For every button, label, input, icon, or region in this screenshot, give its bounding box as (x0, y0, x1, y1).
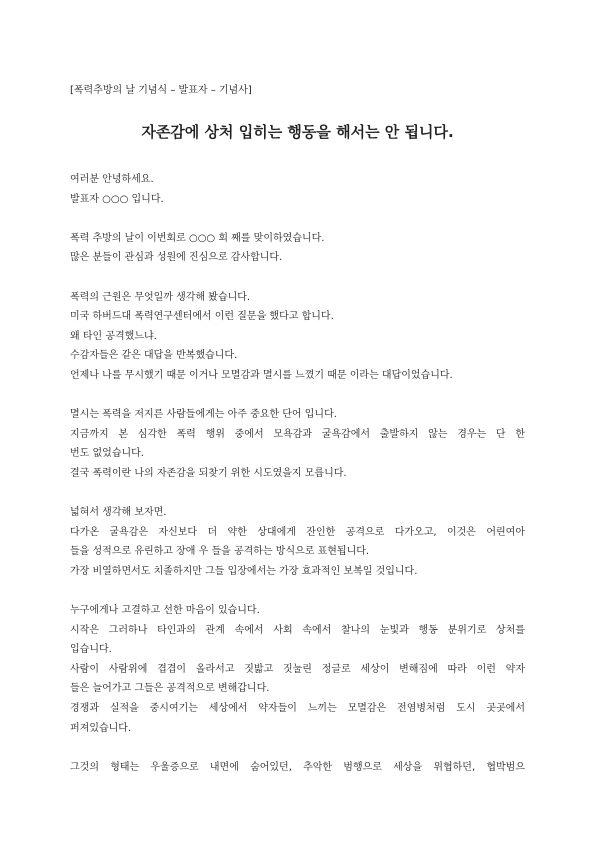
paragraph-greeting (70, 170, 525, 209)
text-line: 그것의 형태는 우울증으로 내면에 숨어있던, 추악한 범행으로 세상을 위협하던, 협박범으 (70, 761, 525, 773)
event-header: [폭력추방의 날 기념식 – 발표자 – 기념사] (70, 85, 252, 96)
text-line: 시작은 그러하나 타인과의 관계 속에서 사회 속에서 찰나의 눈빛과 행동 분위기로 상처를 (70, 624, 525, 636)
paragraph-forms (70, 758, 525, 778)
text-line: 폭력 추방의 날이 이번회로 ○○○ 회 째를 맞이하였습니다. (70, 232, 325, 244)
text-line: 들은 늘어가고 그들은 공격적으로 변해갑니다. (70, 683, 270, 695)
speech-body (70, 170, 525, 777)
speech-title: 자존감에 상처 입히는 행동을 해서는 안 됩니다. (141, 123, 454, 141)
text-line: 경쟁과 실적을 중시여기는 세상에서 약자들이 느끼는 모멸감은 전염병처럼 도시 곳곳에서 (70, 703, 525, 715)
paragraph-noble-heart (70, 601, 525, 738)
text-line: 수감자들은 같은 대답을 반복했습니다. (70, 350, 238, 362)
text-line: 왜 타인 공격했느냐. (70, 330, 157, 342)
text-line: 많은 분들이 관심과 성원에 진심으로 감사합니다. (70, 252, 283, 264)
text-line: 언제나 나를 무시했기 때문 이거나 모멸감과 멸시를 느꼈기 때문 이라는 대답이었습니다. (70, 369, 453, 381)
paragraph-contempt (70, 405, 525, 483)
text-line: 결국 폭력이란 나의 자존감을 되찾기 위한 시도였을지 모릅니다. (70, 467, 347, 479)
text-line: 퍼져있습니다. (70, 722, 132, 734)
text-line: 사람이 사람위에 겹겹이 올라서고 짓밟고 짓눌린 정글로 세상이 변해짐에 따라 이런 약자 (70, 663, 525, 675)
text-line: 가장 비열하면서도 치졸하지만 그들 입장에서는 가장 효과적인 보복일 것입니다. (70, 565, 418, 577)
text-line: 멸시는 폭력을 저지른 사람들에게는 아주 중요한 단어 입니다. (70, 409, 337, 421)
text-line: 지금까지 본 심각한 폭력 행위 중에서 모욕감과 굴욕감에서 출발하지 않는 경우는 단 한 (70, 428, 525, 440)
paragraph-root-of-violence (70, 288, 525, 386)
text-line: 미국 하버드대 폭력연구센터에서 이런 질문을 했다고 합니다. (70, 311, 334, 323)
text-line: 들을 성적으로 유린하고 장애 우 들을 공격하는 방식으로 표현됩니다. (70, 546, 370, 558)
text-line: 입습니다. (70, 644, 112, 656)
text-line: 폭력의 근원은 무엇일까 생각해 봤습니다. (70, 291, 251, 303)
text-line: 누구에게나 고결하고 선한 마음이 있습니다. (70, 605, 260, 617)
text-line: 번도 없었습니다. (70, 448, 144, 460)
text-line: 여러분 안녕하세요. (70, 174, 154, 185)
text-line: 발표자 ○○○ 입니다. (70, 193, 164, 205)
text-line: 넓혀서 생각해 보자면. (70, 507, 167, 519)
paragraph-humiliation (70, 503, 525, 581)
text-line: 다가온 굴욕감은 자신보다 더 약한 상대에게 잔인한 공격으로 다가오고, 이것은 어린여아 (70, 526, 525, 538)
paragraph-anniversary (70, 229, 525, 268)
